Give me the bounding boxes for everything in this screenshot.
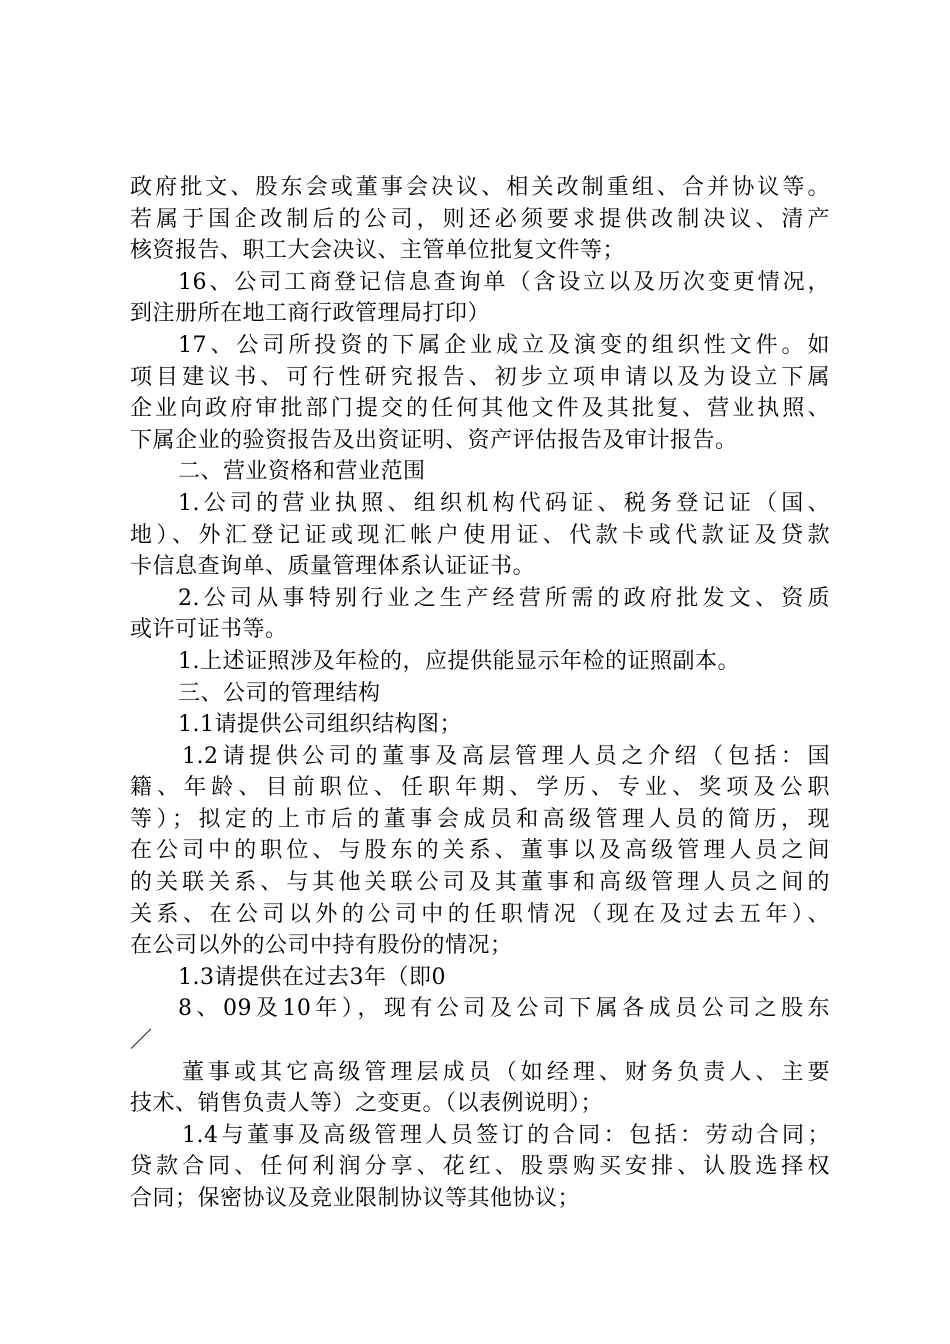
text-line: 关系、在公司以外的公司中的任职情况（现在及过去五年）、: [130, 901, 830, 927]
text-line: 1.2请提供公司的董事及高层管理人员之介绍（包括：国: [182, 743, 830, 769]
text-line: 在公司以外的公司中持有股份的情况；: [130, 933, 513, 959]
text-line: 下属企业的验资报告及出资证明、资产评估报告及审计报告。: [130, 427, 738, 453]
text-line: 到注册所在地工商行政管理局打印）: [130, 301, 491, 327]
text-line: 8、09及10年），现有公司及公司下属各成员公司之股东: [178, 996, 830, 1022]
text-line: 三、公司的管理结构: [178, 680, 381, 706]
text-line: 董事或其它高级管理层成员（如经理、财务负责人、主要: [182, 1059, 830, 1085]
text-line: 1.1请提供公司组织结构图；: [178, 712, 462, 738]
text-line: 贷款合同、任何利润分享、花红、股票购买安排、认股选择权: [130, 1154, 830, 1180]
text-line: 技术、销售负责人等）之变更。（以表例说明）；: [130, 1091, 604, 1117]
text-line: 16、公司工商登记信息查询单（含设立以及历次变更情况，: [178, 269, 830, 295]
text-line: 1.3请提供在过去3年（即0: [178, 964, 446, 990]
text-line: 核资报告、职工大会决议、主管单位批复文件等；: [130, 238, 626, 264]
text-line: 企业向政府审批部门提交的任何其他文件及其批复、营业执照、: [130, 396, 830, 422]
text-line: 或许可证书等。: [130, 617, 288, 643]
text-line: 项目建议书、可行性研究报告、初步立项申请以及为设立下属: [130, 364, 830, 390]
text-line: 1.4与董事及高级管理人员签订的合同：包括：劳动合同；: [182, 1122, 830, 1148]
text-line: 1.上述证照涉及年检的，应提供能显示年检的证照副本。: [178, 648, 740, 674]
text-line: ／: [130, 1028, 153, 1054]
text-line: 卡信息查询单、质量管理体系认证证书。: [130, 554, 536, 580]
text-line: 合同；保密协议及竞业限制协议等其他协议；: [130, 1186, 581, 1211]
document-body: [130, 172, 830, 1215]
text-line: 1.公司的营业执照、组织机构代码证、税务登记证（国、: [178, 490, 830, 516]
text-line: 的关联关系、与其他关联公司及其董事和高级管理人员之间的: [130, 870, 830, 896]
text-line: 籍、年龄、目前职位、任职年期、学历、专业、奖项及公职: [130, 775, 830, 801]
text-line: 政府批文、股东会或董事会决议、相关改制重组、合并协议等。: [130, 175, 830, 200]
text-line: 等）；拟定的上市后的董事会成员和高级管理人员的简历，现: [130, 806, 830, 832]
text-line: 2.公司从事特别行业之生产经营所需的政府批发文、资质: [178, 585, 830, 611]
text-line: 地）、外汇登记证或现汇帐户使用证、代款卡或代款证及贷款: [130, 522, 830, 548]
text-line: 若属于国企改制后的公司，则还必须要求提供改制决议、清产: [130, 206, 830, 232]
text-line: 在公司中的职位、与股东的关系、董事以及高级管理人员之间: [130, 838, 830, 864]
text-line: 二、营业资格和营业范围: [178, 459, 426, 485]
text-line: 17、公司所投资的下属企业成立及演变的组织性文件。如: [178, 332, 830, 358]
